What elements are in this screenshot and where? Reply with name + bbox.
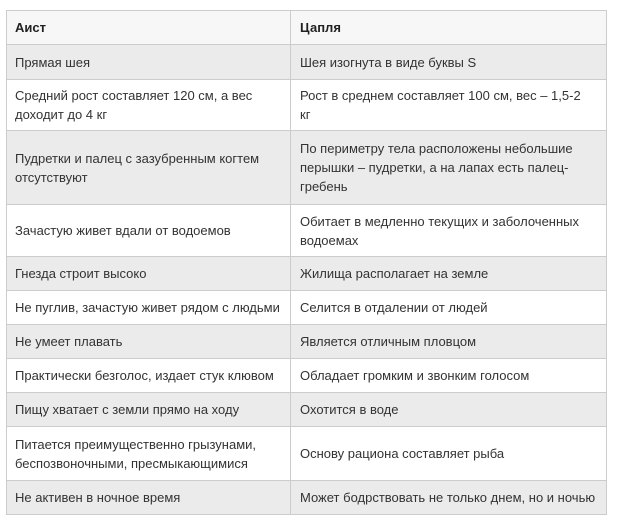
cell-text-line: Средний рост составляет 120 см, а вес [15, 88, 253, 103]
cell-text-line: Не пуглив, зачастую живет рядом с людьми [15, 300, 280, 315]
cell-text-line: По периметру тела расположены небольшие [300, 141, 573, 156]
table-row [7, 427, 607, 481]
header-cell-stork [7, 11, 291, 45]
heron-cell [291, 393, 607, 427]
cell-text-line: Основу рациона составляет рыба [300, 446, 505, 461]
cell-text-line: Обладает громким и звонким голосом [300, 368, 530, 383]
cell-text-line: Не умеет плавать [15, 334, 123, 349]
stork-cell [7, 291, 291, 325]
heron-cell [291, 205, 607, 257]
cell-text-line: водоемах [300, 232, 359, 248]
heron-cell [291, 257, 607, 291]
cell-text-line: Практически безголос, издает стук клювом [15, 368, 274, 383]
heron-cell [291, 325, 607, 359]
stork-cell [7, 393, 291, 427]
cell-text-line: Зачастую живет вдали от водоемов [15, 223, 231, 238]
heron-cell [291, 481, 607, 515]
stork-cell [7, 131, 291, 205]
stork-cell [7, 257, 291, 291]
header-cell-heron [291, 11, 607, 45]
stork-cell [7, 359, 291, 393]
heron-cell [291, 131, 607, 205]
table-row [7, 393, 607, 427]
cell-text-line: Пищу хватает с земли прямо на ходу [15, 402, 240, 417]
table-row [7, 257, 607, 291]
cell-text-line: Обитает в медленно текущих и заболоченных [300, 213, 579, 229]
cell-text-line: кг [300, 107, 311, 122]
cell-text-line: Пудретки и палец с зазубренным когтем [15, 150, 260, 166]
cell-text-line: Питается преимущественно грызунами, [15, 436, 257, 452]
table-row [7, 359, 607, 393]
table-row [7, 131, 607, 205]
cell-text-line: Является отличным пловцом [300, 334, 477, 349]
heron-cell [291, 80, 607, 131]
stork-cell [7, 45, 291, 80]
table-row [7, 481, 607, 515]
cell-text-line: Жилища располагает на земле [300, 266, 489, 281]
cell-text-line: Гнезда строит высоко [15, 266, 147, 281]
table-header-row [7, 11, 607, 45]
cell-text-line: беспозвоночными, пресмыкающимися [15, 455, 248, 471]
cell-text-line: Охотится в воде [300, 402, 399, 417]
cell-text-line: перышки – пудретки, а на лапах есть палец- [300, 160, 569, 175]
cell-text-line: Может бодрствовать не только днем, но и ночью [300, 490, 596, 505]
cell-text-line: доходит до 4 кг [15, 107, 108, 122]
cell-text-line: Шея изогнута в виде буквы S [300, 54, 477, 70]
stork-cell [7, 481, 291, 515]
heron-cell [291, 291, 607, 325]
heron-cell [291, 427, 607, 481]
cell-text-line: Прямая шея [15, 54, 90, 70]
cell-text-line: гребень [300, 179, 348, 194]
stork-cell [7, 80, 291, 131]
stork-cell [7, 427, 291, 481]
cell-text-line: отсутствуют [15, 169, 88, 185]
table-row [7, 80, 607, 131]
cell-text-line: Не активен в ночное время [15, 490, 181, 505]
stork-cell [7, 325, 291, 359]
heron-cell [291, 359, 607, 393]
table-row [7, 325, 607, 359]
header-label-stork: Аист [15, 20, 46, 35]
cell-text-line: Рост в среднем составляет 100 см, вес – 1,5-2 [300, 88, 581, 103]
stork-cell [7, 205, 291, 257]
table-row [7, 45, 607, 80]
table-row [7, 205, 607, 257]
comparison-table [6, 10, 607, 515]
header-label-heron: Цапля [300, 20, 341, 35]
heron-cell [291, 45, 607, 80]
table-row [7, 291, 607, 325]
cell-text-line: Селится в отдалении от людей [300, 300, 488, 315]
